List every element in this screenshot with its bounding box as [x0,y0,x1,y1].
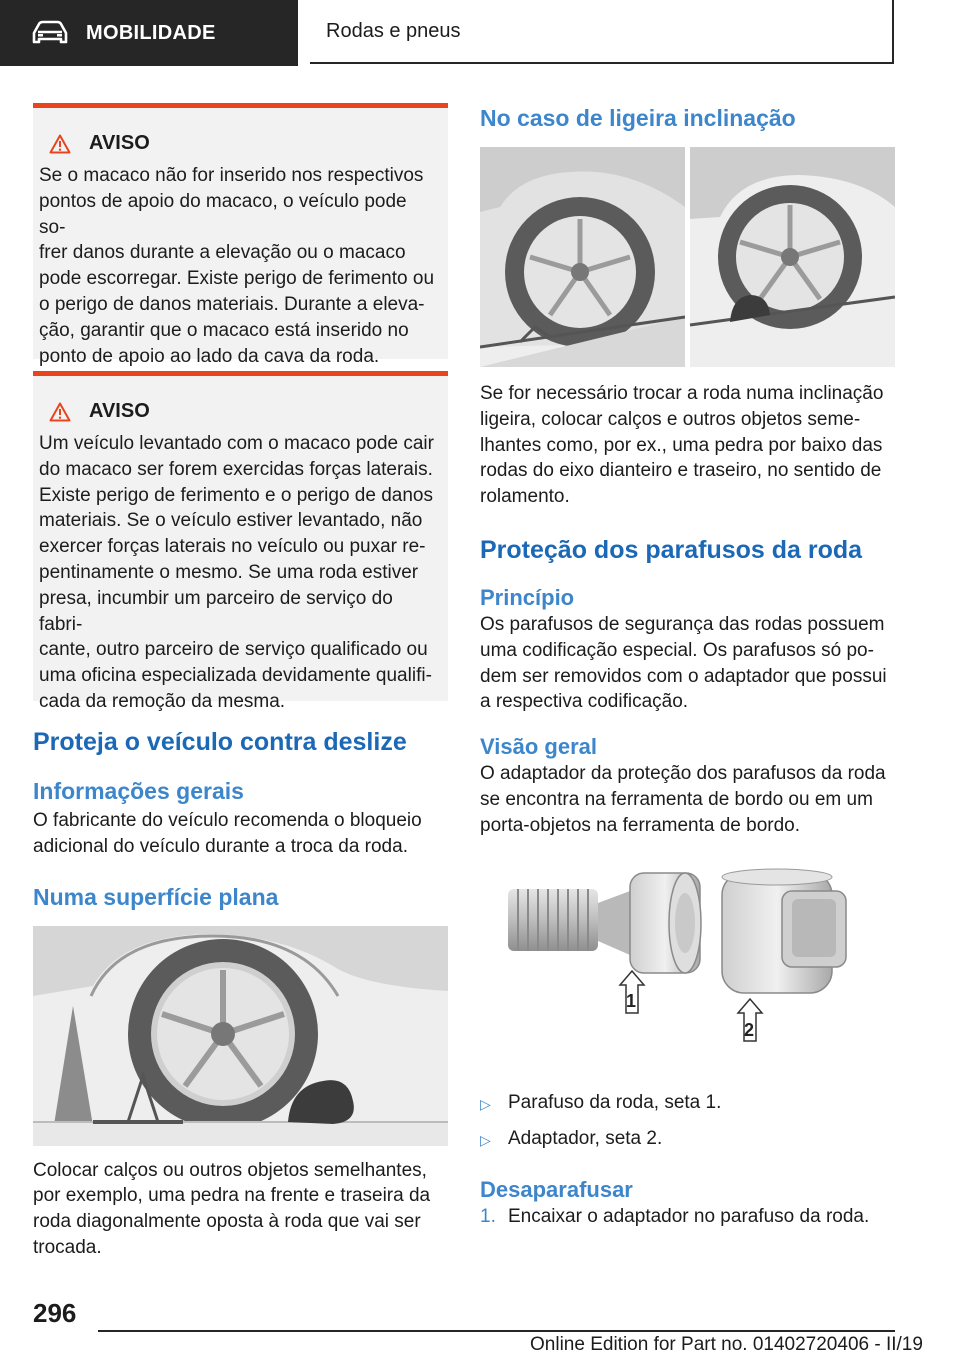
wheel-chock-slope-illustration [480,147,895,367]
text-line: uma codificação especial. Os parafusos só po- [480,639,874,661]
text-line: a respectiva codificação. [480,691,689,713]
page-number: 296 [33,1298,77,1328]
warning-triangle-icon [49,402,71,422]
triangle-bullet-icon: ▷ [480,1132,491,1149]
list-item-text: Parafuso da roda, seta 1. [508,1091,722,1113]
text-line: pontos de apoio do macaco, o veículo pode so- [39,190,407,238]
warning-text [39,163,436,369]
text-line: pode escorregar. Existe perigo de ferimento ou [39,268,435,290]
legend-list [480,1090,895,1155]
edition-info: Online Edition for Part no. 01402720406 - II/19 [530,1334,923,1355]
text-line: ção, garantir que o macaco está inserido no [39,319,409,341]
text-line: se encontra na ferramenta de bordo ou em um [480,788,873,810]
text-line: dem ser removidos com o adaptador que possui [480,665,887,687]
text-line: cada da remoção da mesma. [39,690,286,712]
step-text: Encaixar o adaptador no parafuso da roda. [508,1206,870,1228]
flat-surface-text [33,1158,448,1261]
text-line: ponto de apoio ao lado da cava da roda. [39,345,380,367]
text-line: O fabricante do veículo recomenda o bloqueio [33,810,422,831]
text-line: Os parafusos de segurança das rodas possuem [480,613,885,635]
text-line: frer danos durante a elevação ou o macaco [39,242,406,264]
text-line: porta-objetos na ferramenta de bordo. [480,814,801,836]
section-title: MOBILIDADE [86,21,216,44]
text-line: do macaco ser forem exercidas forças laterais. [39,458,433,480]
triangle-bullet-icon: ▷ [480,1095,491,1112]
text-line: Se for necessário trocar a roda numa inclinação [480,383,884,404]
principle-text [480,612,895,715]
footer-divider [98,1330,895,1332]
warning-text [39,431,436,715]
text-line: Se o macaco não for inserido nos respectivos [39,165,424,186]
text-line: por exemplo, uma pedra na frente e traseira da [33,1185,431,1207]
text-line: lhantes como, por ex., uma pedra por baixo das [480,434,883,456]
warning-title: AVISO [89,400,150,422]
heading-principle: Princípio [480,584,575,610]
text-line: ligeira, colocar calços e outros objetos seme- [480,408,861,430]
step-number: 1. [480,1206,496,1228]
figure-flat-surface [33,926,448,1146]
warning-title: AVISO [89,132,150,154]
warning-triangle-icon [49,134,71,154]
heading-unscrew: Desaparafusar [480,1177,633,1203]
text-line: rodas do eixo dianteiro e traseiro, no sentido de [480,460,882,482]
text-line: Existe perigo de ferimento e o perigo de danos [39,484,433,506]
heading-flat-surface: Numa superfície plana [33,883,279,910]
warning-box-2 [33,371,448,712]
section-tab [0,0,298,66]
page-header [0,0,960,66]
list-item [480,1090,895,1118]
text-line: materiais. Se o veículo estiver levantado, não [39,510,423,532]
text-line: cante, outro parceiro de serviço qualificado ou [39,639,428,661]
text-line: uma oficina especializada devidamente qualifi- [39,665,432,687]
wheel-chock-flat-illustration [33,926,448,1146]
text-line: adicional do veículo durante a troca da roda. [33,835,408,857]
list-item [480,1126,895,1154]
slope-text [480,381,895,510]
figure-wheel-lock [480,863,895,1078]
text-line: roda diagonalmente oposta à roda que vai ser [33,1211,421,1233]
text-line: o perigo de danos materiais. Durante a eleva- [39,293,425,315]
text-line: Colocar calços ou outros objetos semelhantes, [33,1159,427,1181]
callout-2-label: 2 [744,1019,755,1040]
text-line: O adaptador da proteção dos parafusos da roda [480,763,886,785]
heading-wheel-lock: Proteção dos parafusos da roda [480,535,863,564]
right-column [480,103,895,1230]
chapter-title: Rodas e pneus [326,19,461,42]
car-icon [30,19,70,47]
step-item [480,1204,895,1230]
text-line: exercer forças laterais no veículo ou puxar re- [39,536,426,558]
heading-anti-slip: Proteja o veículo contra deslize [33,728,407,756]
heading-overview: Visão geral [480,734,597,760]
text-line: trocada. [33,1236,102,1258]
heading-slope: No caso de ligeira inclinação [480,105,796,131]
text-line: presa, incumbir um parceiro de serviço do fabri- [39,587,393,635]
list-item-text: Adaptador, seta 2. [508,1128,663,1150]
callout-1-label: 1 [626,990,637,1011]
text-line: pentinamente o mesmo. Se uma roda estiver [39,561,419,583]
wheel-bolt-adapter-illustration [480,863,895,1078]
figure-slope [480,147,895,367]
text-line: Um veículo levantado com o macaco pode cair [39,433,434,454]
chapter-tab [310,0,894,64]
general-info-text [33,808,448,860]
left-column [33,103,448,1261]
text-line: rolamento. [480,486,570,508]
overview-text [480,761,895,838]
heading-general-info: Informações gerais [33,778,244,804]
warning-box-1 [33,103,448,367]
